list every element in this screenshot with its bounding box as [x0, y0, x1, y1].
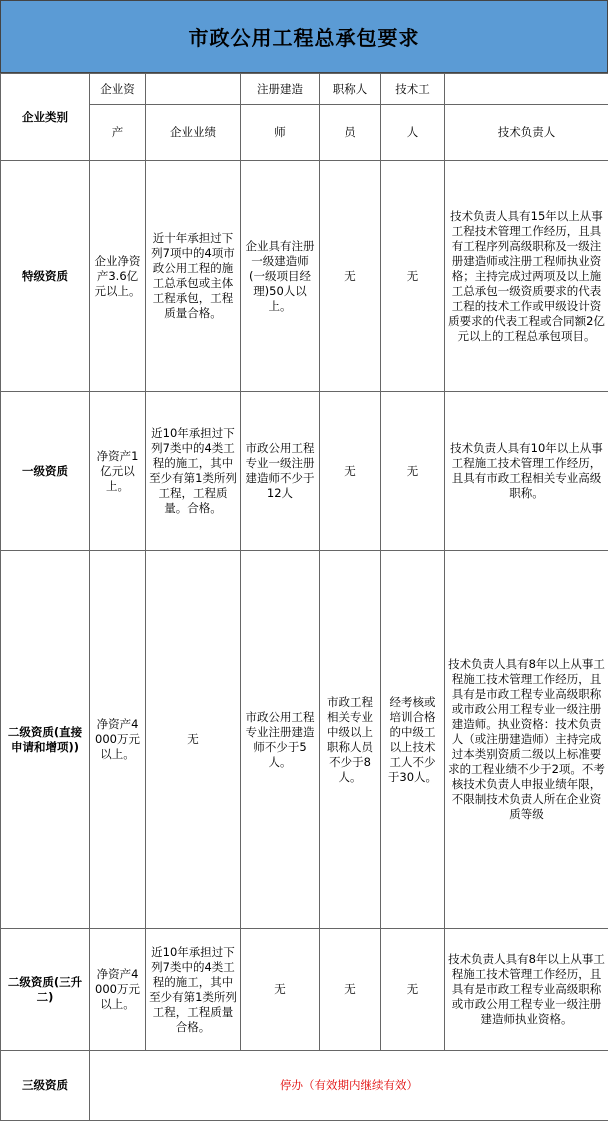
header-category: 企业类别: [1, 74, 90, 161]
row-assets: 企业净资产3.6亿元以上。: [90, 161, 146, 392]
header-row-top: [1, 74, 608, 105]
row-tech-lead: 技术负责人具有8年以上从事工程施工技术管理工作经历，且具有是市政工程专业高级职称或市政公用工程专业一级注册建造师执业资格。: [445, 929, 608, 1051]
row-titled: 无: [320, 161, 381, 392]
row-architect: 企业具有注册一级建造师(一级项目经理)50人以上。: [241, 161, 320, 392]
header-tech-top: [445, 74, 608, 105]
header-assets-bottom: 产: [90, 105, 146, 161]
row-tech-lead: 技术负责人具有15年以上从事工程技术管理工作经历，且具有工程序列高级职称及一级注册建造师或注册工程师执业资格；主持完成过两项及以上施工总承包一级资质要求的代表工程的技术工作或甲级设计资质要求的代表工程或合同额2亿元以上的工程总承包项目。: [445, 161, 608, 392]
header-worker-bottom: 人: [381, 105, 445, 161]
row-performance: 无: [146, 551, 241, 929]
header-tech-lead: 技术负责人: [445, 105, 608, 161]
table-row: [1, 161, 608, 392]
row-performance: 近10年承担过下列7类中的4类工程的施工，其中至少有第1类所列工程，工程质量。合格。: [146, 392, 241, 551]
header-architect-top: 注册建造: [241, 74, 320, 105]
row-architect: 无: [241, 929, 320, 1051]
row-category: 三级资质: [1, 1051, 90, 1121]
row-category: 特级资质: [1, 161, 90, 392]
row-worker: 经考核或培训合格的中级工以上技术工人不少于30人。: [381, 551, 445, 929]
discontinued-note: 停办（有效期内继续有效）: [90, 1051, 608, 1121]
header-performance-top: [146, 74, 241, 105]
requirements-table: [0, 73, 608, 1121]
row-assets: 净资产1亿元以上。: [90, 392, 146, 551]
row-worker: 无: [381, 392, 445, 551]
row-architect: 市政公用工程专业一级注册建造师不少于12人: [241, 392, 320, 551]
header-worker-top: 技术工: [381, 74, 445, 105]
row-tech-lead: 技术负责人具有10年以上从事工程施工技术管理工作经历，且具有市政工程相关专业高级职称。: [445, 392, 608, 551]
row-titled: 无: [320, 392, 381, 551]
row-category: 一级资质: [1, 392, 90, 551]
table-row: [1, 929, 608, 1051]
header-architect-bottom: 师: [241, 105, 320, 161]
page-title: 市政公用工程总承包要求: [0, 0, 608, 73]
row-assets: 净资产4000万元以上。: [90, 929, 146, 1051]
header-performance: 企业业绩: [146, 105, 241, 161]
row-performance: 近10年承担过下列7类中的4类工程的施工，其中至少有第1类所列工程，工程质量合格。: [146, 929, 241, 1051]
row-architect: 市政公用工程专业注册建造师不少于5人。: [241, 551, 320, 929]
row-category: 二级资质(三升二): [1, 929, 90, 1051]
header-assets-top: 企业资: [90, 74, 146, 105]
table-row: [1, 551, 608, 929]
row-worker: 无: [381, 161, 445, 392]
header-row-bottom: [1, 105, 608, 161]
row-category: 二级资质(直接申请和增项)): [1, 551, 90, 929]
header-titled-bottom: 员: [320, 105, 381, 161]
header-titled-top: 职称人: [320, 74, 381, 105]
row-performance: 近十年承担过下列7项中的4项市政公用工程的施工总承包或主体工程承包，工程质量合格。: [146, 161, 241, 392]
row-titled: 无: [320, 929, 381, 1051]
table-row: [1, 1051, 608, 1121]
table-row: [1, 392, 608, 551]
row-assets: 净资产4000万元以上。: [90, 551, 146, 929]
row-worker: 无: [381, 929, 445, 1051]
row-titled: 市政工程相关专业中级以上职称人员不少于8人。: [320, 551, 381, 929]
row-tech-lead: 技术负责人具有8年以上从事工程施工技术管理工作经历，且具有是市政工程专业高级职称或市政公用工程专业一级注册建造师。执业资格：技术负责人（或注册建造师）主持完成过本类别资质二级以上标准要求的工程业绩不少于2项。不考核技术负责人申报业绩年限，不限制技术负责人所在企业资质等级: [445, 551, 608, 929]
